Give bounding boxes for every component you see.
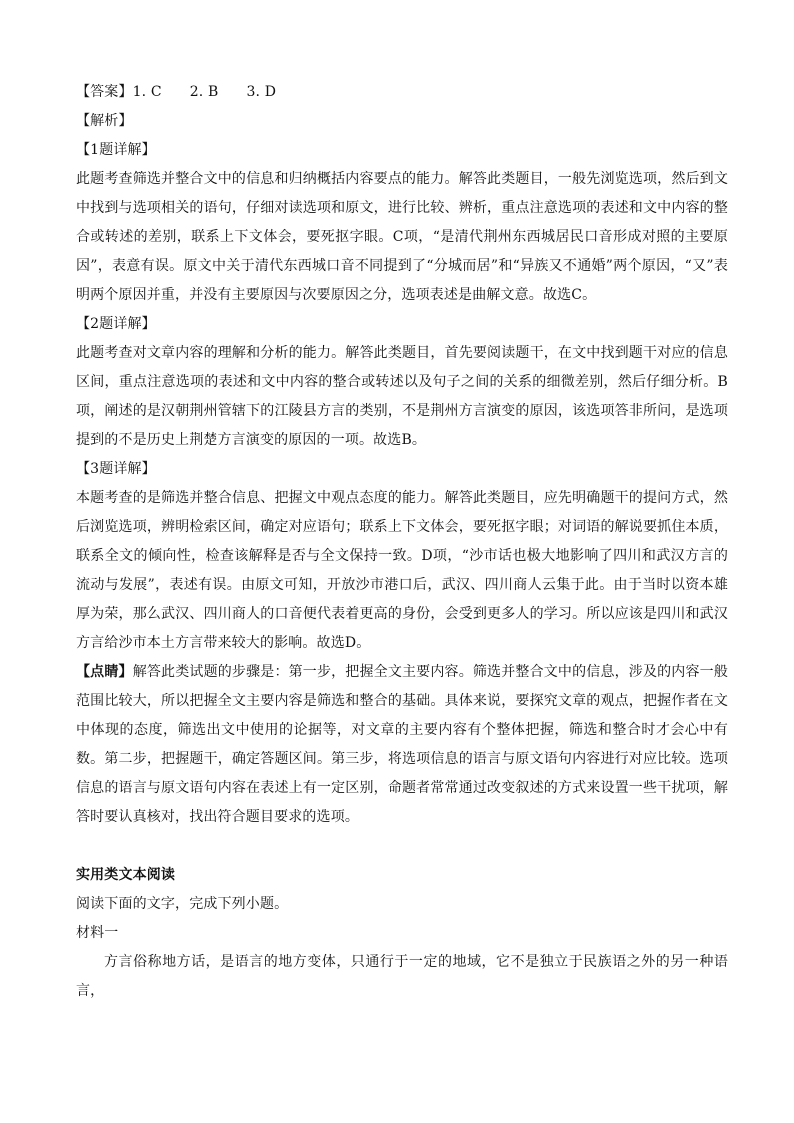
answer-line bbox=[76, 78, 728, 107]
q3-explanation: 本题考查的是筛选并整合信息、把握文中观点态度的能力。解答此类题目，应先明确题干的提问方式，然后浏览选项，辨明检索区间，确定对应语句；联系上下文体会，要死抠字眼；对词语的解说要抓住本质，联系全文的倾向性，检查该解释是否与全文保持一致。D项，“沙市话也极大地影响了四川和武汉方言的流动与发展”，表述有误。由原文可知，开放沙市港口后，武汉、四川商人云集于此。由于当时以资本雄厚为荣，那么武汉、四川商人的口音便代表着更高的身份，会受到更多人的学习。所以应该是四川和武汉方言给沙市本土方言带来较大的影响。故选D。 bbox=[76, 490, 728, 651]
answer-item-3: 3. D bbox=[246, 84, 277, 100]
spacer bbox=[76, 832, 728, 861]
material-paragraph: 方言俗称地方话，是语言的地方变体，只通行于一定的地域，它不是独立于民族语之外的另一种语言， bbox=[76, 954, 728, 999]
tips-text: 解答此类试题的步骤是：第一步，把握全文主要内容。筛选并整合文中的信息，涉及的内容一般范围比较大，所以把握全文主要内容是筛选和整合的基础。具体来说，要探究文章的观点，把握作者在文中体现的态度，筛选出文中使用的论据等，对文章的主要内容有个整体把握，筛选和整合时才会心中有数。第二步，把握题干，确定答题区间。第三步，将选项信息的语言与原文语句内容进行对应比较。选项信息的语言与原文语句内容在表述上有一定区别，命题者常常通过改变叙述的方式来设置一些干扰项，解答时要认真核对，找出符合题目要求的选项。 bbox=[76, 664, 728, 825]
q3-heading: 【3题详解】 bbox=[76, 461, 156, 477]
tips-heading: 【点睛】 bbox=[76, 664, 133, 680]
answer-item-1: 1. C bbox=[132, 84, 162, 100]
q1-heading: 【1题详解】 bbox=[76, 142, 156, 158]
analysis-heading: 【解析】 bbox=[76, 113, 133, 129]
q2-heading: 【2题详解】 bbox=[76, 316, 156, 332]
document-page bbox=[76, 78, 728, 1006]
q1-explanation: 此题考查筛选并整合文中的信息和归纳概括内容要点的能力。解答此类题目，一般先浏览选项，然后到文中找到与选项相关的语句，仔细对读选项和原文，进行比较、辨析，重点注意选项的表述和文中内容的整合或转述的差别，联系上下文体会，要死抠字眼。C项，“是清代荆州东西城居民口音形成对照的主要原因”，表意有误。原文中关于清代东西城口音不同提到了“分城而居”和“异族又不通婚”两个原因，“又”表明两个原因并重，并没有主要原因与次要原因之分，选项表述是曲解文意。故选C。 bbox=[76, 171, 728, 303]
answer-item-2: 2. B bbox=[189, 84, 219, 100]
section-instruction: 阅读下面的文字，完成下列小题。 bbox=[76, 896, 289, 912]
answer-label: 【答案】 bbox=[76, 84, 133, 100]
q2-explanation: 此题考查对文章内容的理解和分析的能力。解答此类题目，首先要阅读题干，在文中找到题干对应的信息区间，重点注意选项的表述和文中内容的整合或转述以及句子之间的关系的细微差别，然后仔细分析。B项，阐述的是汉朝荆州管辖下的江陵县方言的类别，不是荆州方言演变的原因，该选项答非所问，是选项提到的不是历史上荆楚方言演变的原因的一项。故选B。 bbox=[76, 345, 728, 448]
tips-paragraph bbox=[76, 658, 728, 832]
material-label: 材料一 bbox=[76, 925, 119, 941]
section-title: 实用类文本阅读 bbox=[76, 867, 176, 883]
